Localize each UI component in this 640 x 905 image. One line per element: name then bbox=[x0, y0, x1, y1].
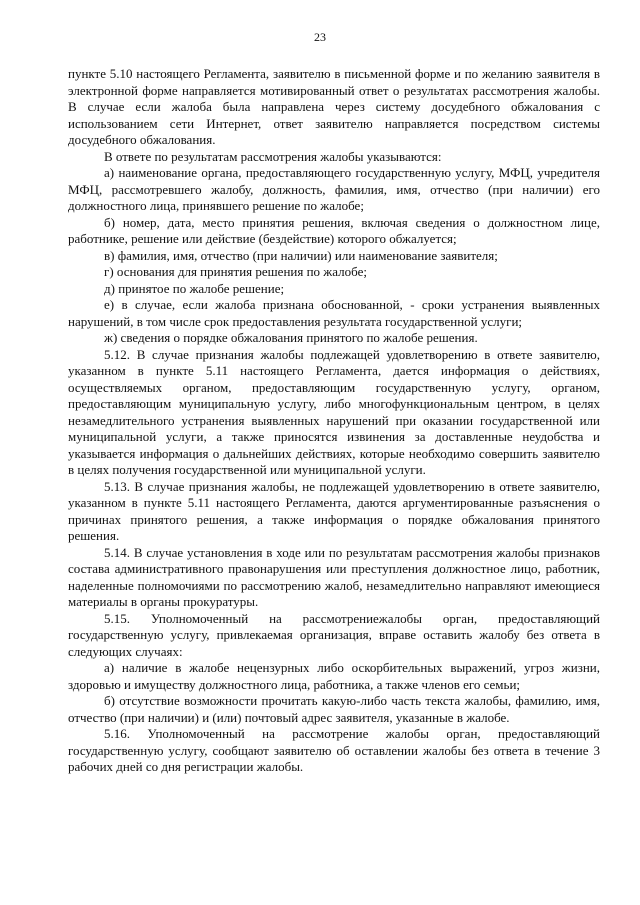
paragraph: а) наименование органа, предоставляющего государственную услугу, МФЦ, учредителя МФЦ, рассмотревшего жалобу, должность, фамилия, имя, отчество (при наличии) его должностного лица, принявшего решение по жалобе; bbox=[68, 165, 600, 213]
paragraph: е) в случае, если жалоба признана обоснованной, - сроки устранения выявленных нарушений, в том числе срок предоставления результата государственной услуги; bbox=[68, 297, 600, 329]
document-body bbox=[68, 66, 600, 776]
paragraph: в) фамилия, имя, отчество (при наличии) или наименование заявителя; bbox=[104, 247, 498, 263]
paragraph: а) наличие в жалобе нецензурных либо оскорбительных выражений, угроз жизни, здоровью и имуществу должностного лица, работника, а также членов его семьи; bbox=[68, 660, 600, 692]
paragraph: 5.16. Уполномоченный на рассмотрение жалобы орган, предоставляющий государственную услугу, сообщают заявителю об оставлении жалобы без ответа в течение 3 рабочих дней со дня регистрации жалобы. bbox=[68, 726, 600, 774]
paragraph: б) отсутствие возможности прочитать какую-либо часть текста жалобы, фамилию, имя, отчество (при наличии) и (или) почтовый адрес заявителя, указанные в жалобе. bbox=[68, 693, 600, 725]
paragraph: 5.13. В случае признания жалобы, не подлежащей удовлетворению в ответе заявителю, указанном в пункте 5.11 настоящего Регламента, даются аргументированные разъяснения о причинах принятого решения, а также информация о порядке обжалования принятого решения. bbox=[68, 478, 600, 543]
paragraph: г) основания для принятия решения по жалобе; bbox=[104, 264, 367, 279]
page-number: 23 bbox=[314, 30, 326, 44]
paragraph: пункте 5.10 настоящего Регламента, заявителю в письменной форме и по желанию заявителя в электронной форме направляется мотивированный ответ о результатах рассмотрения жалобы. В случае если жалоба была направлена через систему досудебного обжалования с использованием сети Интернет, ответ заявителю направляется посредством системы досудебного обжалования. bbox=[68, 66, 600, 147]
paragraph: б) номер, дата, место принятия решения, включая сведения о должностном лице, работнике, решение или действие (бездействие) которого обжалуется; bbox=[68, 214, 600, 246]
paragraph: 5.12. В случае признания жалобы подлежащей удовлетворению в ответе заявителю, указанном в пункте 5.11 настоящего Регламента, дается информация о действиях, осуществляемых органом, предоставляющим государственную услугу, органом, предоставляющим муниципальную услугу, либо многофункциональным центром, в целях незамедлительного устранения выявленных нарушений при оказании государственной или муниципальной услуги, а также приносятся извинения за доставленные неудобства и указывается информация о дальнейших действиях, которые необходимо совершить заявителю в целях получения государственной или муниципальной услуги. bbox=[68, 346, 600, 477]
paragraph: 5.15. Уполномоченный на рассмотрениежалобы орган, предоставляющий государственную услугу, привлекаемая организация, вправе оставить жалобу без ответа в следующих случаях: bbox=[68, 610, 600, 659]
paragraph: В ответе по результатам рассмотрения жалобы указываются: bbox=[104, 148, 442, 164]
paragraph: д) принятое по жалобе решение; bbox=[104, 280, 285, 296]
paragraph: ж) сведения о порядке обжалования принятого по жалобе решения. bbox=[104, 330, 478, 345]
paragraph: 5.14. В случае установления в ходе или по результатам рассмотрения жалобы признаков состава административного правонарушения или преступления должностное лицо, работник, наделенные полномочиями по рассмотрению жалоб, незамедлительно направляют имеющиеся материалы в органы прокуратуры. bbox=[68, 544, 600, 609]
